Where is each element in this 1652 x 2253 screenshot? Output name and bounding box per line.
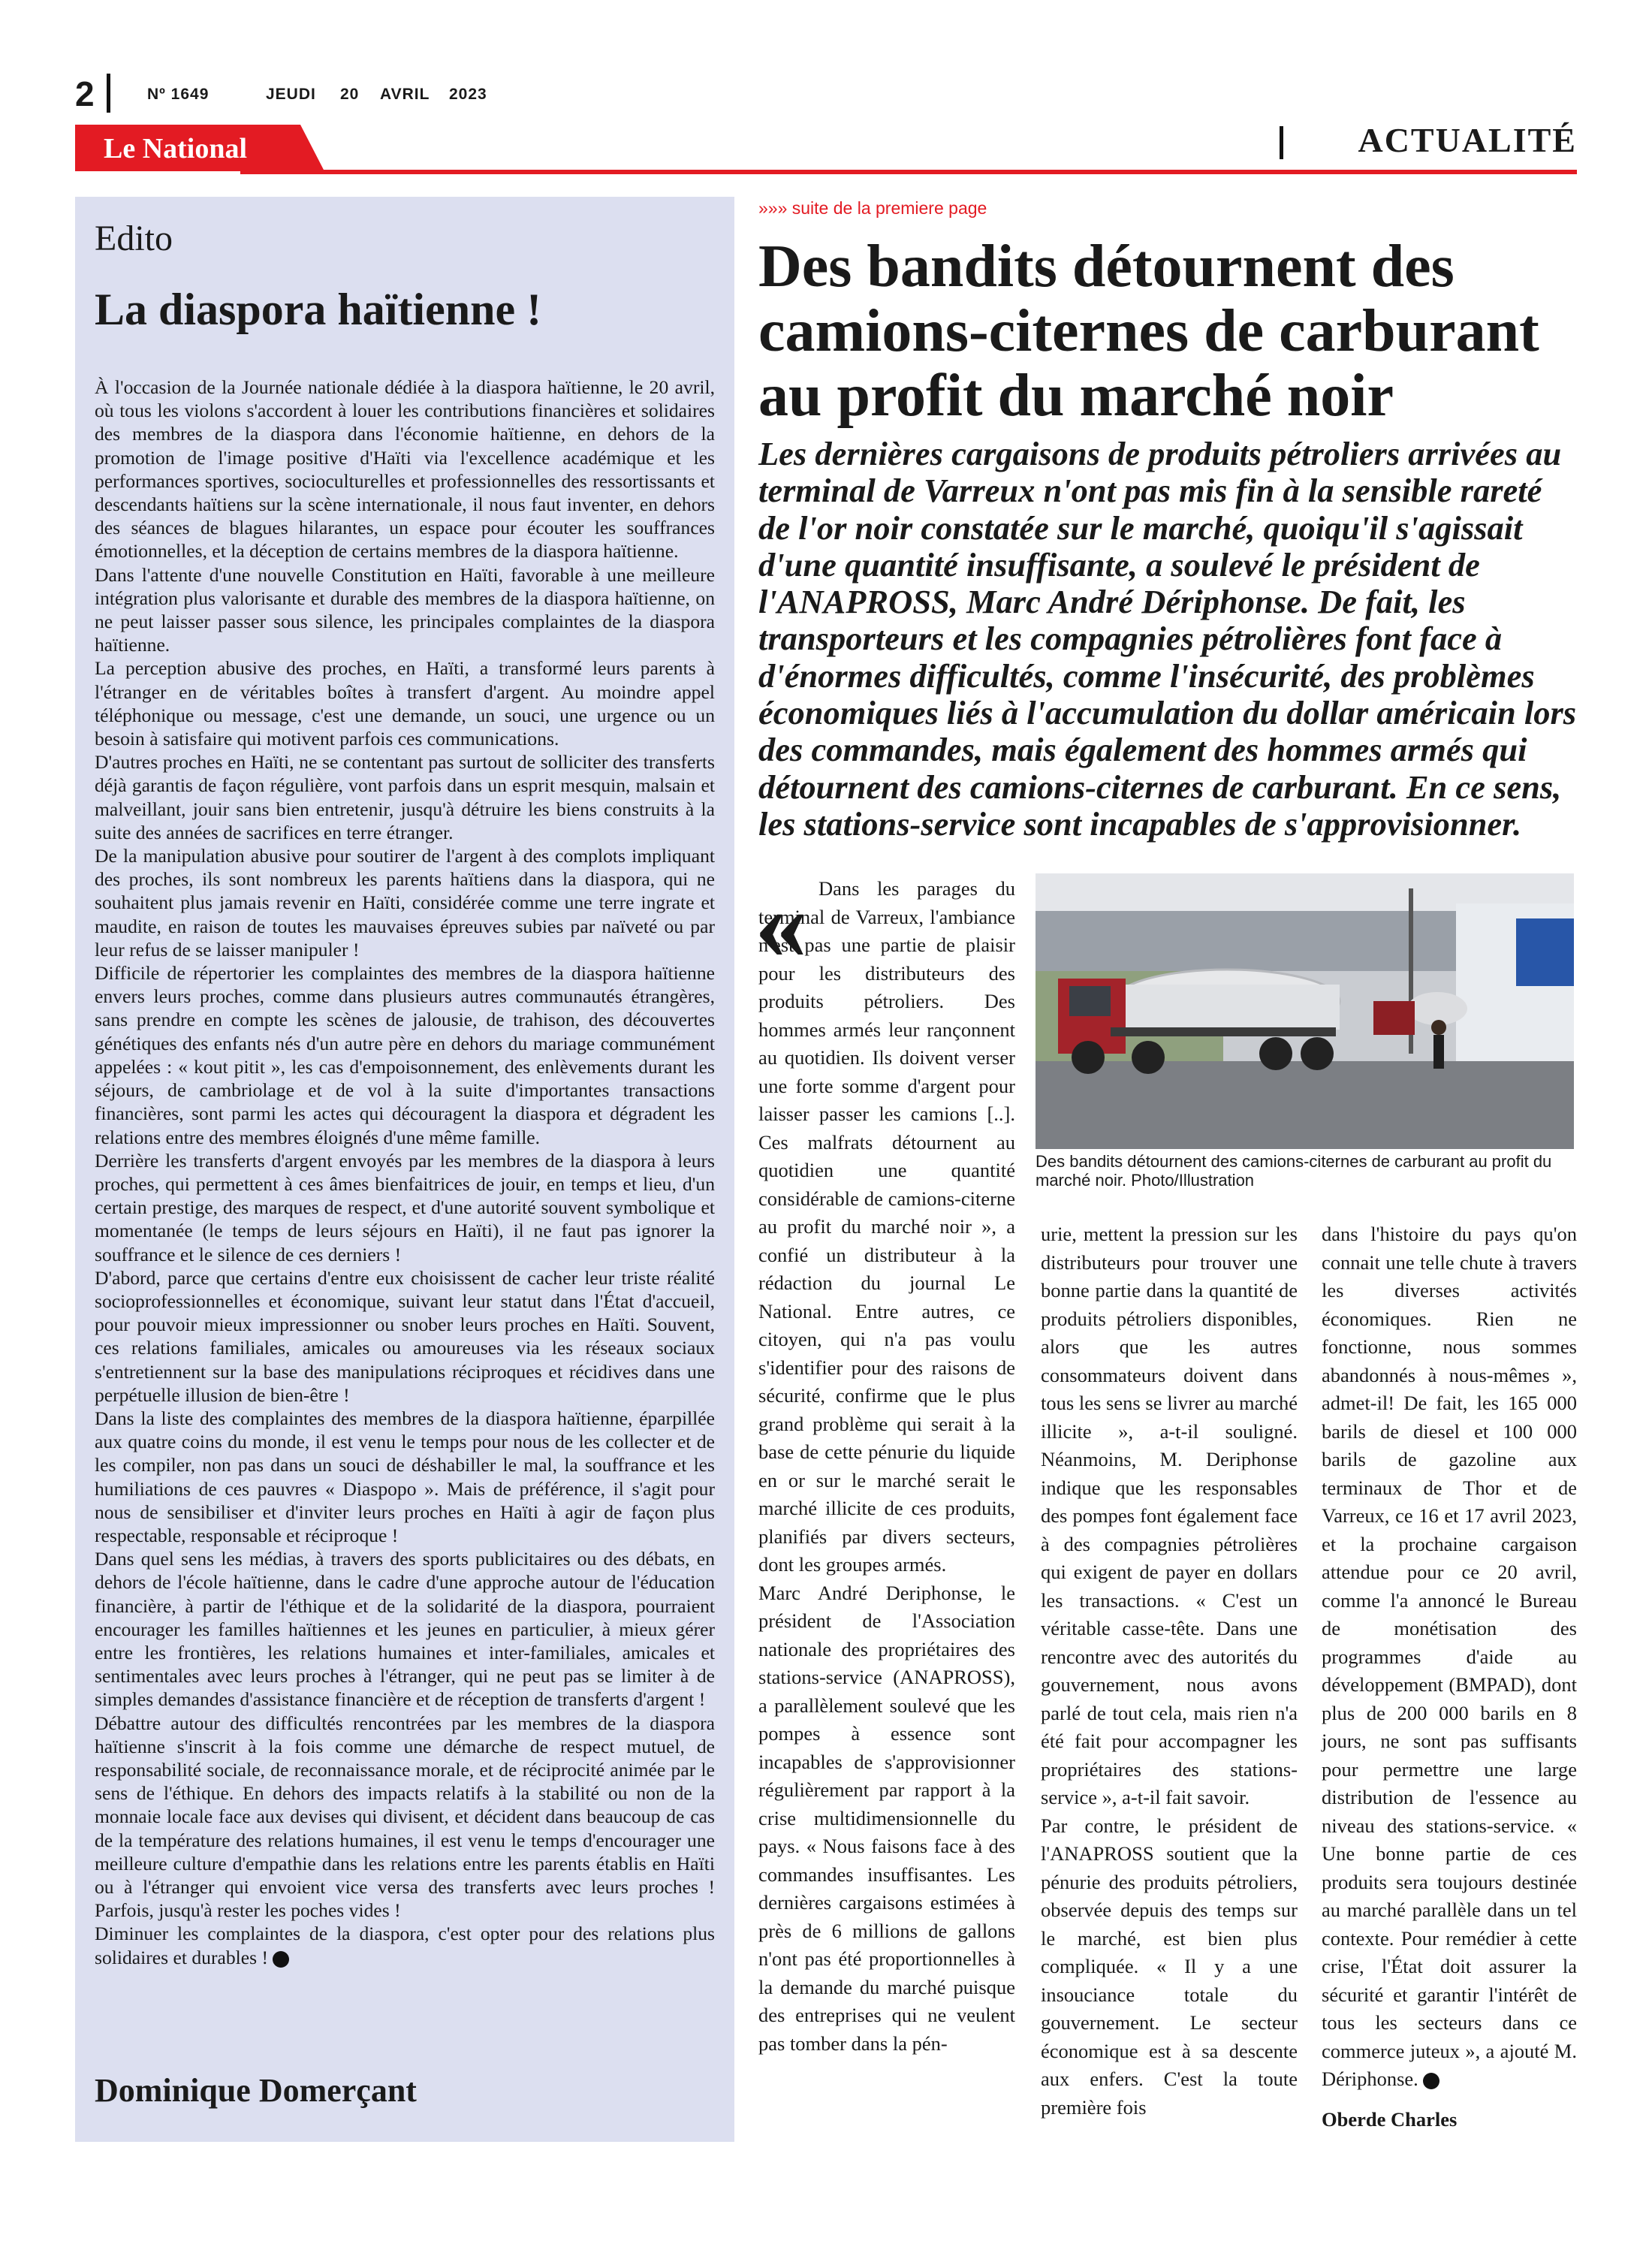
edito-body xyxy=(95,376,715,1969)
article-paragraph: Dans les parages du terminal de Varreux, l'ambiance n'est pas une partie de plaisir pour les distributeurs des produits pétroliers. Des hommes armés leur rançonnent au quotidien. Ils doivent verser une forte somme d'argent pour laisser passer les camions [..]. Ces malfrats détournent au quotidien une quantité considérable de camions-citerne au profit du marché noir », a confié un distributeur à la rédaction du journal Le National. Entre autres, ce citoyen, qui n'a pas voulu s'identifier pour des raisons de sécurité, confirme que le plus grand problème qui serait à la base de cette pénurie du liquide en or sur le marché serait le marché illicite de ces produits, planifiés par divers secteurs, dont les groupes armés. xyxy=(758,877,1015,1576)
article-closing-text: dans l'histoire du pays qu'on connait une telle chute à travers les diverses activités économiques. Rien ne fonctionne, nous sommes abandonnés à nous-mêmes », admet-il! De fait, les 165 000 barils de diesel et 100 000 barils de gazoline aux terminaux de Thor et de Varreux, ce 16 et 17 avril 2023, et la prochaine cargaison attendue pour ce 20 avril, comme l'a annoncé le Bureau de monétisation des programmes d'aide au développement (BMPAD), dont plus de 200 000 barils en 8 jours, ne sont pas suffisants pour permettre une large distribution de l'essence au niveau des stations-service. « Une bonne partie de ces produits sera toujours destinée au marché parallèle dans un tel contexte. Pour remédier à cette crise, l'État doit assurer la sécurité et garantir l'intérêt de tous les secteurs dans ce commerce juteux », a ajouté M. Dériphonse. xyxy=(1322,1223,1577,2090)
article-column-1 xyxy=(758,875,1015,2058)
article-column-3 xyxy=(1322,1220,1577,2134)
edito-paragraph: Dans quel sens les médias, à travers des sports publicitaires ou des débats, en dehors de l'école haïtienne, dans le cadre d'une approche autour de l'éducation financière, à partir de l'éthique et de la solidarité de la diaspora, pourraient encourager les familles haïtiennes et les jeunes en particulier, à mieux gérer entre les frontières, les relations humaines et inter-familiales, amicales et sentimentales avec leurs proches à l'étranger, qui ne peut pas se limiter à de simples demandes d'assistance financière et de réception de transferts d'argent ! xyxy=(95,1548,715,1711)
article-column-2 xyxy=(1041,1220,1298,2122)
edito-paragraph: D'autres proches en Haïti, ne se contentant pas surtout de solliciter des transferts déjà garantis de façon régulière, vont parfois dans un esprit mesquin, malsain et malveillant, jouir sans bien entretenir, jusqu'à détruire les biens construits à la suite des années de sacrifices en terre étranger. xyxy=(95,751,715,843)
issue-month: AVRIL xyxy=(380,86,430,103)
brand-rule xyxy=(240,170,1577,174)
edito-author: Dominique Domerçant xyxy=(95,2072,417,2109)
end-mark-icon xyxy=(1423,2073,1439,2089)
edito-paragraph: Difficile de répertorier les complaintes des membres de la diaspora haïtienne envers leurs proches, comme dans plusieurs autres communautés étrangères, sans prendre en compte les scènes de jalousie, de trahison, des découvertes génétiques des enfants nés d'un autre père en dehors du mariage communément appelées : « kout pitit », les cas d'empoisonnement, des enlèvements durant les séjours, de cambriolage et de vol à la suite d'importantes transactions financières, sont parmi les actes qui découragent la diaspora et dégradent les relations entre des membres éloignés d'une même famille. xyxy=(95,962,715,1148)
issue-date: 20 xyxy=(340,86,360,103)
edito-paragraph-last xyxy=(95,1922,715,1968)
edito-paragraph: Débattre autour des difficultés rencontrées par les membres de la diaspora haïtienne s'inscrit à la fois comme une démarche de respect mutuel, de responsabilité sociale, de reconnaissance morale, et de réciprocité animée par le sens de l'éthique. En dehors des impacts relatifs à la stabilité ou non de la monnaie locale face aux devises qui divisent, et décident dans beaucoup de cas de la température des relations humaines, il est venu le temps d'encourager une meilleure culture d'empathie dans les relations entre les parents établis en Haïti ou à l'étranger qui envoient vice versa des transferts avec leurs proches ! Parfois, jusqu'à rester les poches vides ! xyxy=(95,1712,715,1922)
article-paragraph: Par contre, le président de l'ANAPROSS soutient que la pénurie des produits pétroliers, observée depuis des temps sur le marché, est bien plus compliquée. « Il y a une insouciance totale du gouvernement. Le secteur économique est à sa descente aux enfers. C'est la toute première fois xyxy=(1041,1814,1298,2119)
issue-year: 2023 xyxy=(449,86,487,103)
continued-note: »»» suite de la premiere page xyxy=(758,198,987,218)
brand-name: Le National xyxy=(104,133,248,164)
article-photo xyxy=(1036,873,1574,1149)
photo-caption: Des bandits détournent des camions-citernes de carburant au profit du marché noir. Photo/Illustration xyxy=(1036,1152,1552,1190)
section-title: ACTUALITÉ xyxy=(1358,121,1577,159)
quote-mark-icon: « xyxy=(755,865,807,982)
article-paragraph: urie, mettent la pression sur les distributeurs pour trouver une bonne partie dans la quantité de produits pétroliers disponibles, alors que les autres consommateurs doivent dans tous les sens se livrer au marché illicite », a-t-il souligné. Néanmoins, M. Deriphonse indique que les responsables des pompes font également face à des compagnies pétrolières qui exigent de payer en dollars les transactions. « C'est un véritable casse-tête. Dans une rencontre avec des autorités du gouvernement, nous avons parlé de tout cela, mais rien n'a été fait pour accompagner les propriétaires des stations-service », a-t-il fait savoir. xyxy=(1041,1223,1298,1808)
edito-paragraph: Dans la liste des complaintes des membres de la diaspora haïtienne, éparpillée aux quatre coins du monde, il est venu le temps pour nous de les collecter et de les compiler, non pas dans un souci de déshabiller le mal, la souffrance et les humiliations de ces pauvres « Diaspopo ». Mais de préférence, il s'agit pour nous de sensibiliser et d'inviter leurs proches en Haïti à agir de façon plus respectable, responsable et réciproque ! xyxy=(95,1407,715,1546)
edito-paragraph: D'abord, parce que certains d'entre eux choisissent de cacher leur triste réalité socioprofessionnelles et économique, suivant leur statut dans l'État d'accueil, pour pouvoir mieux impressionner ou snober leurs proches en Haïti. Souvent, ces relations familiales, amicales ou amoureuses via les réseaux sociaux s'entretiennent sur la base des manipulations réciproques et récidives dans une perpétuelle illusion de bien-être ! xyxy=(95,1266,715,1406)
page-number: 2 xyxy=(75,74,95,113)
article-lede: Les dernières cargaisons de produits pétroliers arrivées au terminal de Varreux n'ont pas mis fin à la sensible rareté de l'or noir constatée sur le marché, quoiqu'il s'agissait d'une quantité insuffisante, a soulevé le président de l'ANAPROSS, Marc André Dériphonse. De fait, les transporteurs et les compagnies pétrolières font face à d'énormes difficultés, comme l'insécurité, des problèmes économiques liés à l'accumulation du dollar américain lors des commandes, mais également des hommes armés qui détournent des camions-citernes de carburant. En ce sens, les stations-service sont incapables de s'approvisionner. xyxy=(758,435,1577,843)
article-headline: Des bandits détournent des camions-citernes de carburant au profit du marché noir xyxy=(758,234,1539,429)
edito-paragraph: La perception abusive des proches, en Haïti, a transformé leurs parents à l'étranger en de véritables boîtes à transfert d'argent. Au moindre appel téléphonique ou message, c'est une demande, un souci, une urgence ou un besoin à satisfaire qui motivent parfois ces communications. xyxy=(95,657,715,750)
edito-title: La diaspora haïtienne ! xyxy=(95,285,542,334)
edito-closing-text: Diminuer les complaintes de la diaspora, c'est opter pour des relations plus solidaires et durables ! xyxy=(95,1923,715,1968)
article-paragraph: Marc André Deriphonse, le président de l'Association nationale des propriétaires des stations-service (ANAPROSS), a parallèlement soulevé que les pompes à essence sont incapables de s'approvisionner régulièrement par rapport à la crise multidimensionnelle du pays. « Nous faisons face à des commandes insuffisantes. Les dernières cargaisons estimées à près de 6 millions de gallons n'ont pas été proportionnelles à la demande du marché puisque des entreprises qui ne veulent pas tomber dans la pén- xyxy=(758,1581,1015,2055)
article-byline: Oberde Charles xyxy=(1322,2107,1458,2131)
section-divider xyxy=(1280,126,1283,159)
edito-paragraph: Dans l'attente d'une nouvelle Constitution en Haïti, favorable à une meilleure intégration plus valorisante et durable des membres de la diaspora haïtienne, on ne peut laisser passer sous silence, les principales complaintes de la diaspora haïtienne. xyxy=(95,563,715,656)
edito-label: Edito xyxy=(95,219,173,258)
page-number-divider xyxy=(107,74,110,113)
edito-paragraph: Derrière les transferts d'argent envoyés par les membres de la diaspora à leurs proches, qui permettent à ces âmes bienfaitrices de jouir, en temps et lieu, d'un certain prestige, des marques de respect, et d'une autorité souvent symbolique et momentanée (le temps de leurs séjours en Haïti), il ne faut pas ignorer la souffrance et le silence de ces derniers ! xyxy=(95,1149,715,1265)
edito-paragraph: De la manipulation abusive pour soutirer de l'argent à des complots impliquant des proches, ils sont nombreux les parents haïtiens dans la diaspora, qui ne souhaitent plus jamais revenir en Haïti, considérée comme une terre ingrate et maudite, en raison de toutes les mauvaises épreuves subies par naïveté ou par leur refus de se laisser manipuler ! xyxy=(95,845,715,961)
tanker-truck-photo xyxy=(1036,873,1574,1149)
end-mark-icon xyxy=(273,1951,289,1968)
issue-day: JEUDI xyxy=(266,86,316,103)
issue-number: Nº 1649 xyxy=(147,86,210,103)
edito-paragraph: À l'occasion de la Journée nationale dédiée à la diaspora haïtienne, le 20 avril, où tous les violons s'accordent à louer les contributions financières et solidaires des membres de la diaspora dans l'économie haïtienne, en dehors de la promotion de l'image positive d'Haïti via l'excellence académique et les performances sportives, socioculturelles et professionnelles des ressortissants et descendants haïtiens sur la scène internationale, il nous faut inventer, en dehors des séances de blagues hilarantes, un espace pour écouter les souffrances émotionnelles, et la déception de certains membres de la diaspora haïtienne. xyxy=(95,376,715,562)
article-paragraph-last xyxy=(1322,1220,1577,2094)
